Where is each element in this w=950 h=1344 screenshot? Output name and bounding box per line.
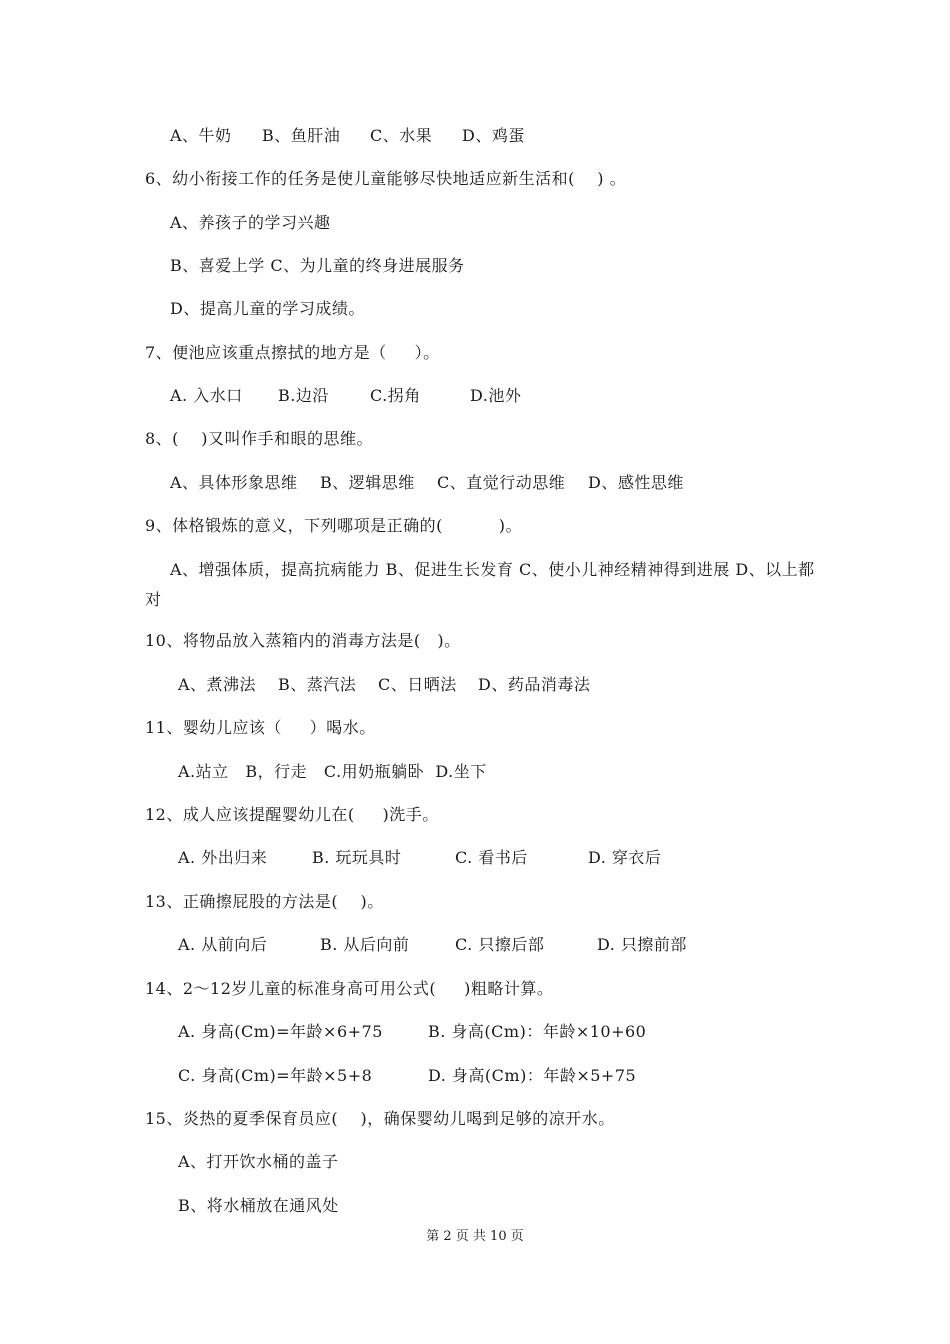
- q14-option-d: D. 身高(Cm)：年龄×5+75: [428, 1066, 637, 1085]
- q7-option-a: A. 入水口: [170, 386, 243, 405]
- q5-option-b: B、鱼肝油: [262, 126, 341, 145]
- q15-stem: 15、炎热的夏季保育员应( )，确保婴幼儿喝到足够的凉开水。: [145, 1109, 615, 1128]
- q12-option-b: B. 玩玩具时: [312, 848, 402, 867]
- q10-option-a: A、煮沸法: [178, 675, 257, 694]
- q8-option-b: B、逻辑思维: [320, 473, 415, 492]
- q14-option-a: A. 身高(Cm)=年龄×6+75: [178, 1022, 383, 1041]
- q5-option-c: C、水果: [370, 126, 433, 145]
- q5-option-a: A、牛奶: [170, 126, 232, 145]
- q6-option-d: D、提高儿童的学习成绩。: [170, 299, 365, 318]
- q10-option-c: C、日晒法: [378, 675, 457, 694]
- q14-option-b: B. 身高(Cm)：年龄×10+60: [428, 1022, 647, 1041]
- q14-option-c: C. 身高(Cm)=年龄×5+8: [178, 1066, 373, 1085]
- q13-stem: 13、正确擦屁股的方法是( )。: [145, 892, 384, 911]
- q15-option-b: B、将水桶放在通风处: [178, 1196, 339, 1215]
- q11-options: A.站立 B，行走 C.用奶瓶躺卧 D.坐下: [178, 762, 487, 781]
- q13-option-b: B. 从后向前: [320, 935, 410, 954]
- q13-option-a: A. 从前向后: [178, 935, 268, 954]
- q7-stem: 7、便池应该重点擦拭的地方是（ ）。: [145, 343, 440, 362]
- q7-option-d: D.池外: [470, 386, 522, 405]
- q11-stem: 11、婴幼儿应该（ ）喝水。: [145, 718, 376, 737]
- q5-option-d: D、鸡蛋: [462, 126, 525, 145]
- q13-option-d: D. 只擦前部: [597, 935, 687, 954]
- q10-option-d: D、药品消毒法: [478, 675, 591, 694]
- q6-option-bc: B、喜爱上学 C、为儿童的终身进展服务: [170, 256, 465, 275]
- q10-option-b: B、蒸汽法: [278, 675, 357, 694]
- q6-option-a: A、养孩子的学习兴趣: [170, 213, 331, 232]
- q12-option-a: A. 外出归来: [178, 848, 268, 867]
- q14-stem: 14、2～12岁儿童的标准身高可用公式( )粗略计算。: [145, 979, 554, 998]
- q6-stem: 6、幼小衔接工作的任务是使儿童能够尽快地适应新生活和( ) 。: [145, 169, 627, 188]
- q8-stem: 8、( )又叫作手和眼的思维。: [145, 429, 374, 448]
- q7-option-b: B.边沿: [278, 386, 329, 405]
- q13-option-c: C. 只擦后部: [455, 935, 545, 954]
- q12-stem: 12、成人应该提醒婴幼儿在( )洗手。: [145, 805, 439, 824]
- q12-option-c: C. 看书后: [455, 848, 528, 867]
- q15-option-a: A、打开饮水桶的盖子: [178, 1152, 339, 1171]
- q8-option-d: D、感性思维: [588, 473, 684, 492]
- page-number-footer: 第 2 页 共 10 页: [426, 1229, 524, 1244]
- q12-option-d: D. 穿衣后: [588, 848, 662, 867]
- q10-stem: 10、将物品放入蒸箱内的消毒方法是( )。: [145, 631, 461, 650]
- q9-options: A、增强体质，提高抗病能力 B、促进生长发育 C、使小儿神经精神得到进展 D、以上都对: [145, 560, 815, 609]
- q8-option-c: C、直觉行动思维: [437, 473, 566, 492]
- q9-stem: 9、体格锻炼的意义，下列哪项是正确的( )。: [145, 516, 523, 535]
- q8-option-a: A、具体形象思维: [170, 473, 298, 492]
- q7-option-c: C.拐角: [370, 386, 421, 405]
